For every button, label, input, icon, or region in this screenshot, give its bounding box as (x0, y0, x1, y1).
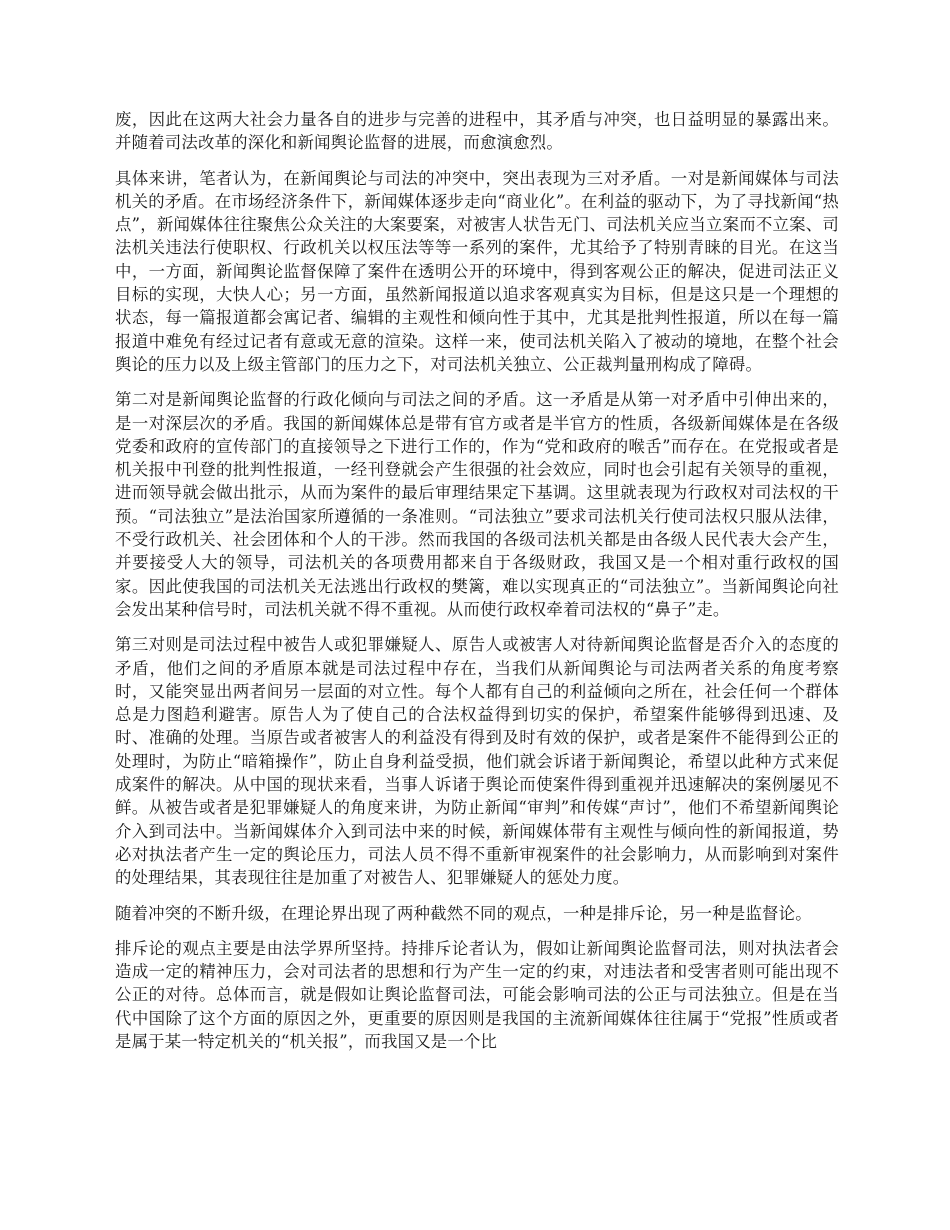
paragraph-6: 排斥论的观点主要是由法学界所坚持。持排斥论者认为，假如让新闻舆论监督司法，则对执法者会造成一定的精神压力，会对司法者的思想和行为产生一定的约束，对违法者和受害者则可能出现不公正的对待。总体而言，就是假如让舆论监督司法，可能会影响司法的公正与司法独立。但是在当代中国除了这个方面的原因之外，更重要的原因则是我国的主流新闻媒体往往属于“党报”性质或者是属于某一特定机关的“机关报”，而我国又是一个比 (115, 938, 839, 1051)
paragraph-1: 废，因此在这两大社会力量各自的进步与完善的进程中，其矛盾与冲突，也日益明显的暴露出来。并随着司法改革的深化和新闻舆论监督的进展，而愈演愈烈。 (115, 110, 839, 153)
paragraph-3: 第二对是新闻舆论监督的行政化倾向与司法之间的矛盾。这一矛盾是从第一对矛盾中引伸出来的，是一对深层次的矛盾。我国的新闻媒体总是带有官方或者是半官方的性质，各级新闻媒体是在各级党委和政府的宣传部门的直接领导之下进行工作的，作为“党和政府的喉舌”而存在。在党报或者是机关报中刊登的批判性报道，一经刊登就会产生很强的社会效应，同时也会引起有关领导的重视，进而领导就会做出批示，从而为案件的最后审理结果定下基调。这里就表现为行政权对司法权的干预。“司法独立”是法治国家所遵循的一条准则。“司法独立”要求司法机关行使司法权只服从法律，不受行政机关、社会团体和个人的干涉。然而我国的各级司法机关都是由各级人民代表大会产生，并要接受人大的领导，司法机关的各项费用都来自于各级财政，我国又是一个相对重行政权的国家。因此使我国的司法机关无法逃出行政权的樊篱，难以实现真正的“司法独立”。当新闻舆论向社会发出某种信号时，司法机关就不得不重视。从而使行政权牵着司法权的“鼻子”走。 (115, 390, 839, 619)
paragraph-5: 随着冲突的不断升级，在理论界出现了两种截然不同的观点，一种是排斥论，另一种是监督论。 (115, 903, 812, 923)
document-body (115, 108, 839, 1065)
paragraph-4: 第三对则是司法过程中被告人或犯罪嫌疑人、原告人或被害人对待新闻舆论监督是否介入的态度的矛盾，他们之间的矛盾原本就是司法过程中存在，当我们从新闻舆论与司法两者关系的角度考察时，又能突显出两者间另一层面的对立性。每个人都有自己的利益倾向之所在，社会任何一个群体总是力图趋利避害。原告人为了使自己的合法权益得到切实的保护，希望案件能够得到迅速、及时、准确的处理。当原告或者被害人的利益没有得到及时有效的保护，或者是案件不能得到公正的处理时，为防止“暗箱操作”，防止自身利益受损，他们就会诉诸于新闻舆论，希望以此种方式来促成案件的解决。从中国的现状来看，当事人诉诸于舆论而使案件得到重视并迅速解决的案例屡见不鲜。从被告或者是犯罪嫌疑人的角度来讲，为防止新闻“审判”和传媒“声讨”，他们不希望新闻舆论介入到司法中。当新闻媒体介入到司法中来的时候，新闻媒体带有主观性与倾向性的新闻报道，势必对执法者产生一定的舆论压力，司法人员不得不重新审视案件的社会影响力，从而影响到对案件的处理结果，其表现往往是加重了对被告人、犯罪嫌疑人的惩处力度。 (115, 635, 839, 888)
paragraph-2: 具体来讲，笔者认为，在新闻舆论与司法的冲突中，突出表现为三对矛盾。一对是新闻媒体与司法机关的矛盾。在市场经济条件下，新闻媒体逐步走向“商业化”。在利益的驱动下，为了寻找新闻“热点”，新闻媒体往往聚焦公众关注的大案要案，对被害人状告无门、司法机关应当立案而不立案、司法机关违法行使职权、行政机关以权压法等等一系列的案件，尤其给予了特别青睐的目光。在这当中，一方面，新闻舆论监督保障了案件在透明公开的环境中，得到客观公正的解决，促进司法正义目标的实现，大快人心；另一方面，虽然新闻报道以追求客观真实为目标，但是这只是一个理想的状态，每一篇报道都会寓记者、编辑的主观性和倾向性于其中，尤其是批判性报道，所以在每一篇报道中难免有经过记者有意或无意的渲染。这样一来，使司法机关陷入了被动的境地，在整个社会舆论的压力以及上级主管部门的压力之下，对司法机关独立、公正裁判量刑构成了障碍。 (115, 168, 839, 374)
